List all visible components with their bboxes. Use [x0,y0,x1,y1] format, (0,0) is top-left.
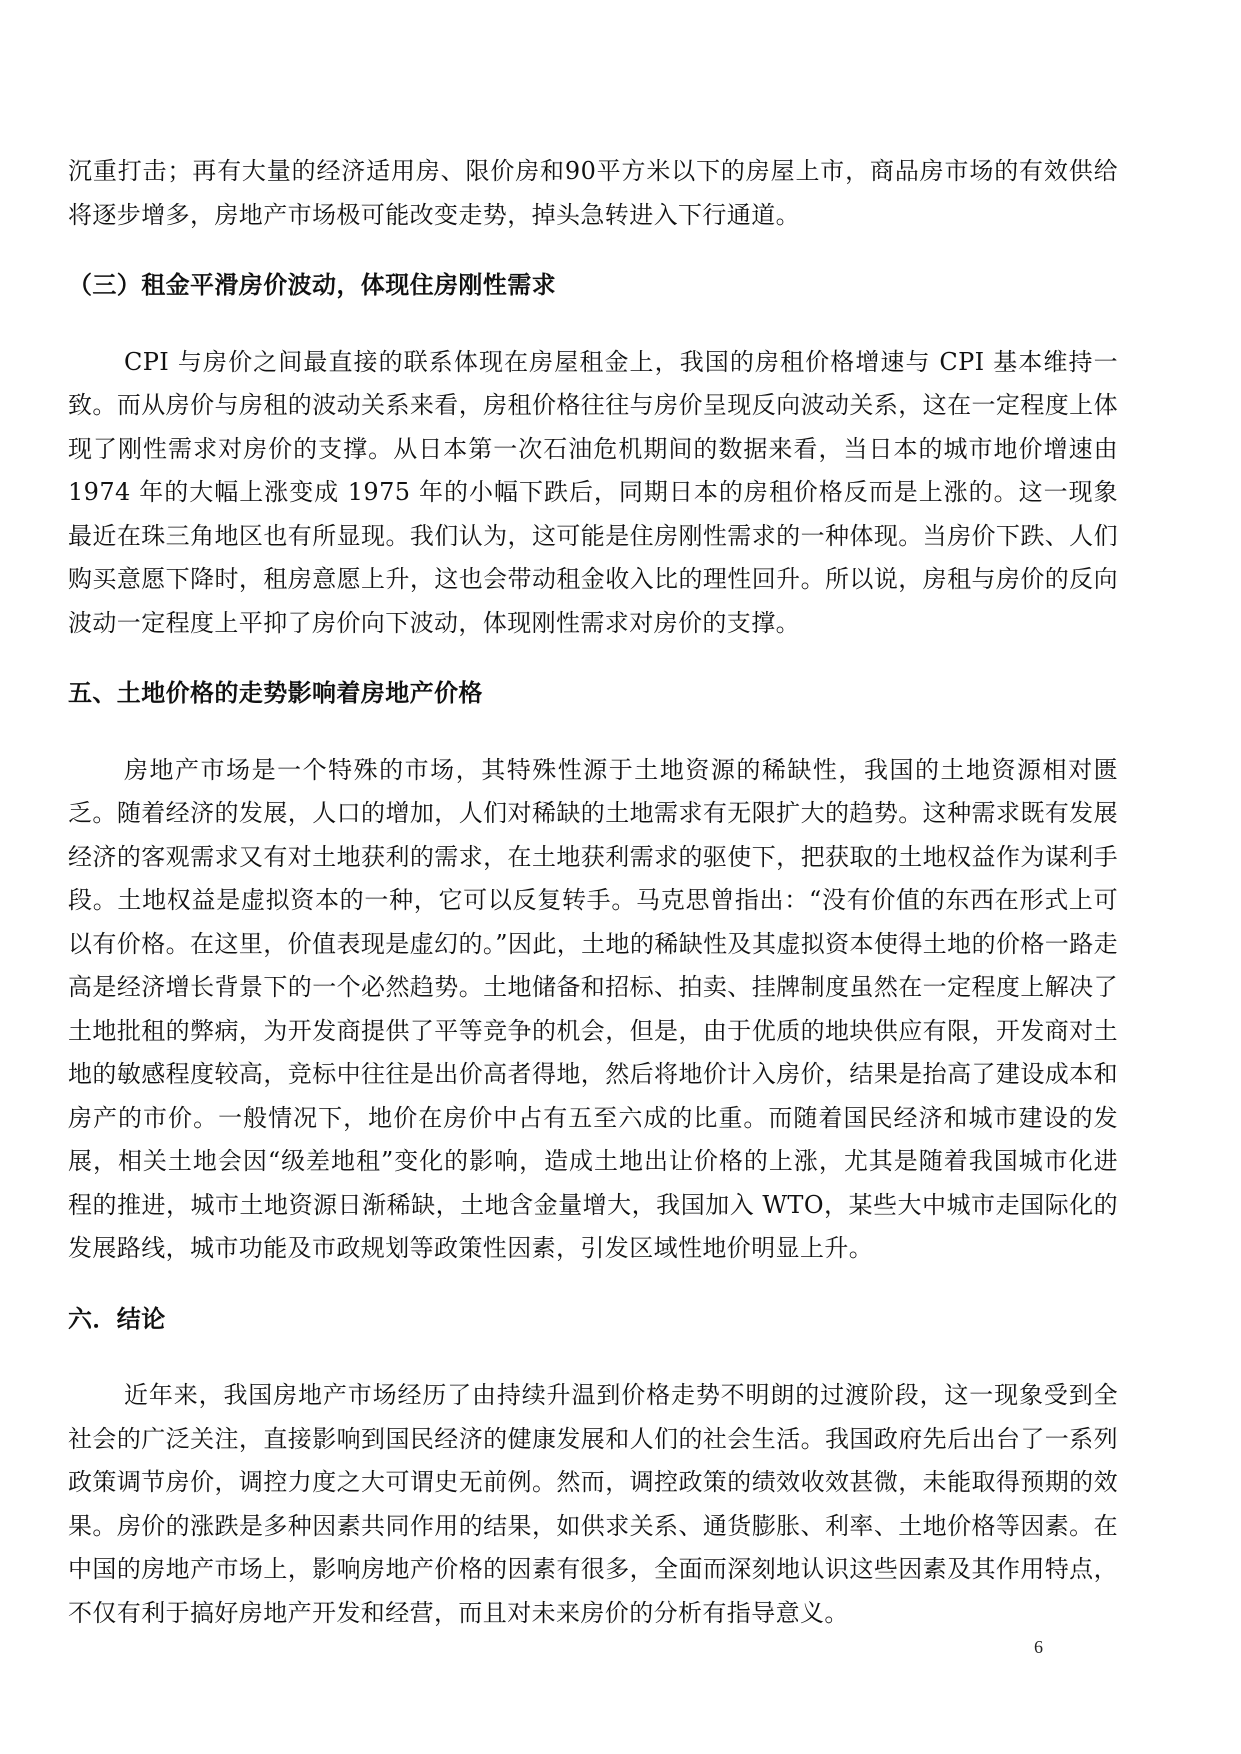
paragraph-rent: CPI 与房价之间最直接的联系体现在房屋租金上，我国的房租价格增速与 CPI 基本维持一致。而从房价与房租的波动关系来看，房租价格往往与房价呈现反向波动关系，这在一定程度上体现了刚性需求对房价的支撑。从日本第一次石油危机期间的数据来看，当日本的城市地价增速由 1974 年的大幅上涨变成 1975 年的小幅下跌后，同期日本的房租价格反而是上涨的。这一现象最近在珠三角地区也有所显现。我们认为，这可能是住房刚性需求的一种体现。当房价下跌、人们购买意愿下降时，租房意愿上升，这也会带动租金收入比的理性回升。所以说，房租与房价的反向波动一定程度上平抑了房价向下波动，体现刚性需求对房价的支撑。 [68,347,1118,637]
paragraph-conclusion: 近年来，我国房地产市场经历了由持续升温到价格走势不明朗的过渡阶段，这一现象受到全社会的广泛关注，直接影响到国民经济的健康发展和人们的社会生活。我国政府先后出台了一系列政策调节房价，调控力度之大可谓史无前例。然而，调控政策的绩效收效甚微，未能取得预期的效果。房价的涨跌是多种因素共同作用的结果，如供求关系、通货膨胀、利率、土地价格等因素。在中国的房地产市场上，影响房地产价格的因素有很多，全面而深刻地认识这些因素及其作用特点，不仅有利于搞好房地产开发和经营，而且对未来房价的分析有指导意义。 [68,1381,1118,1627]
section-heading-conclusion: 六．结论 [68,1304,166,1333]
section-heading-land-price: 五、土地价格的走势影响着房地产价格 [68,679,483,707]
paragraph-continuation: 沉重打击；再有大量的经济适用房、限价房和90平方米以下的房屋上市，商品房市场的有效供给将逐步增多，房地产市场极可能改变走势，掉头急转进入下行通道。 [68,157,1118,229]
page-number: 6 [1034,1637,1043,1657]
document-page [68,150,1118,1635]
paragraph-land-price: 房地产市场是一个特殊的市场，其特殊性源于土地资源的稀缺性，我国的土地资源相对匮乏。随着经济的发展，人口的增加，人们对稀缺的土地需求有无限扩大的趋势。这种需求既有发展经济的客观需求又有对土地获利的需求，在土地获利需求的驱使下，把获取的土地权益作为谋利手段。土地权益是虚拟资本的一种，它可以反复转手。马克思曾指出：“没有价值的东西在形式上可以有价格。在这里，价值表现是虚幻的。”因此，土地的稀缺性及其虚拟资本使得土地的价格一路走高是经济增长背景下的一个必然趋势。土地储备和招标、拍卖、挂牌制度虽然在一定程度上解决了土地批租的弊病，为开发商提供了平等竞争的机会，但是，由于优质的地块供应有限，开发商对土地的敏感程度较高，竞标中往往是出价高者得地，然后将地价计入房价，结果是抬高了建设成本和房产的市价。一般情况下，地价在房价中占有五至六成的比重。而随着国民经济和城市建设的发展，相关土地会因“级差地租”变化的影响，造成土地出让价格的上涨，尤其是随着我国城市化进程的推进，城市土地资源日渐稀缺，土地含金量增大，我国加入 WTO，某些大中城市走国际化的发展路线，城市功能及市政规划等政策性因素，引发区域性地价明显上升。 [68,755,1118,1262]
section-heading-rent: （三）租金平滑房价波动，体现住房刚性需求 [68,271,556,299]
